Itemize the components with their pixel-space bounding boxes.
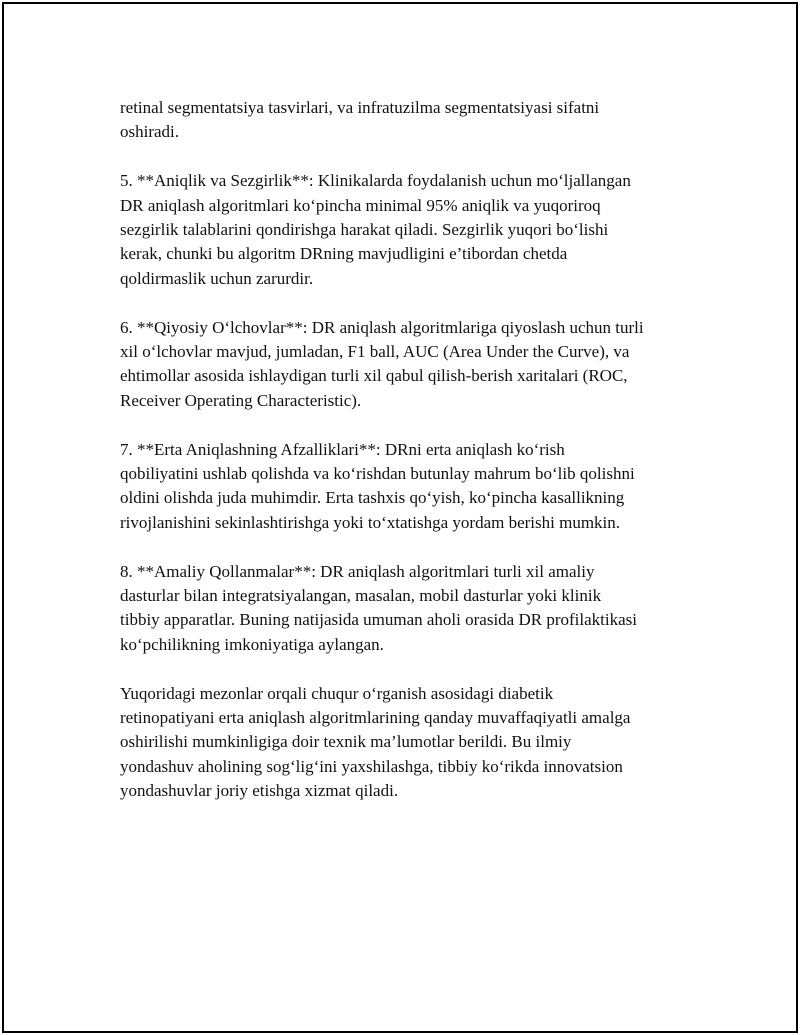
paragraph-early-detection-benefits: 7. **Erta Aniqlashning Afzalliklari**: DRni erta aniqlash ko‘rish qobiliyatini ushlab qolishda va ko‘rishdan butunlay mahrum bo‘lib qolishni oldini olishda juda muhimdir. Erta tashxis qo‘yish, ko‘pincha kasallikning rivojlanishini sekinlashtirishga yoki to‘xtatishga yordam berishi mumkin.	[120, 439, 635, 532]
paragraph-practical-applications: 8. **Amaliy Qollanmalar**: DR aniqlash algoritmlari turli xil amaliy dasturlar bilan integratsiyalangan, masalan, mobil dasturlar yoki klinik tibbiy apparatlar. Buning natijasida umuman aholi orasida DR profilaktikasi ko‘pchilikning imkoniyatiga aylangan.	[120, 561, 637, 654]
document-page	[2, 2, 798, 1033]
paragraph-conclusion: Yuqoridagi mezonlar orqali chuqur o‘rganish asosidagi diabetik retinopatiyani erta aniqlash algoritmlarining qanday muvaffaqiyatli amalga oshirilishi mumkinligiga doir texnik ma’lumotlar berildi. Bu ilmiy yondashuv aholining sog‘lig‘ini yaxshilashga, tibbiy ko‘rikda innovatsion yondashuvlar joriy etishga xizmat qiladi.	[120, 683, 631, 801]
paragraph-accuracy-sensitivity: 5. **Aniqlik va Sezgirlik**: Klinikalarda foydalanish uchun mo‘ljallangan DR aniqlash algoritmlari ko‘pincha minimal 95% aniqlik va yuqoriroq sezgirlik talablarini qondirishga harakat qiladi. Sezgirlik yuqori bo‘lishi kerak, chunki bu algoritm DRning mavjudligini e’tibordan chetda qoldirmaslik uchun zarurdir.	[120, 171, 631, 288]
paragraph-comparative-metrics: 6. **Qiyosiy O‘lchovlar**: DR aniqlash algoritmlariga qiyoslash uchun turli xil o‘lchovlar mavjud, jumladan, F1 ball, AUC (Area Under the Curve), va ehtimollar asosida ishlaydigan turli xil qabul qilish-berish xaritalari (ROC, Receiver Operating Characteristic).	[120, 317, 644, 410]
document-body	[120, 96, 700, 828]
paragraph-intro-continuation: retinal segmentatsiya tasvirlari, va infratuzilma segmentatsiyasi sifatni oshiradi.	[120, 98, 600, 142]
